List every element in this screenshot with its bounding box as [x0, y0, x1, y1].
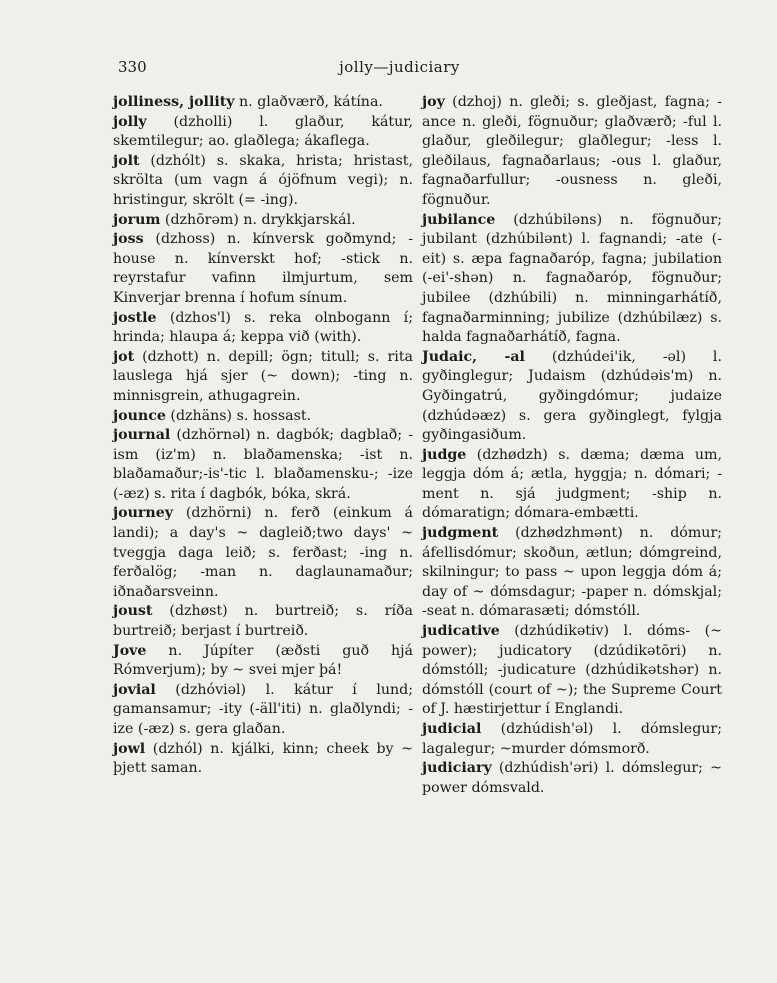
headword: journey — [113, 505, 173, 522]
entry-body: n. glaðværð, kátína. — [234, 94, 383, 110]
entry-body: n. Júpíter (æðsti guð hjá Rómverjum); by ~ svei mjer þá! — [113, 642, 413, 679]
entry-body: (dzhól) n. kjálki, kinn; cheek by ~ þjett saman. — [113, 740, 413, 777]
dictionary-entry — [113, 681, 413, 740]
entry-body: (dzhoss) n. kínversk goðmynd; -house n. kínverskt hof; -stick n. reyrstafur vafinn ilmjurtum, sem Kinverjar brenna í hofum sínum. — [113, 231, 413, 306]
entry-body: (dzhúbiləns) n. fögnuður; jubilant (dzhúbilənt) l. fagnandi; -ate (-eit) s. æpa fagnaðaróp, fagna; jubilation (-ei'-shən) n. fagnaðaróp, fögnuður; jubilee (dzhúbili) n. minningarhátíð, fagnaðarminning; jubilize (dzhúbilæz) s. halda fagnaðarhátíð, fagna. — [422, 211, 722, 346]
dictionary-entry — [422, 211, 722, 348]
entry-body: (dzhörnəl) n. dagbók; dagblað; -ism (iz'm) n. blaðamenska; -ist n. blaðamaður;-is'-tic l. blaðamensku-; -ize (-æz) s. rita í dagbók, bóka, skrá. — [113, 427, 413, 502]
entry-body: (dzhødzh) s. dæma; dæma um, leggja dóm á; ætla, hyggja; n. dómari; -ment n. sjá judgment; -ship n. dómaratign; dómara-embætti. — [422, 446, 722, 522]
entry-body: (dzhúdikətiv) l. dóms- (~ power); judicatory (dzúdikətōri) n. dómstóll; -judicature (dzhúdikətshər) n. dómstóll (court of ~); the Supreme Court of J. hæstirjettur í Englandi. — [422, 623, 722, 718]
dictionary-entry — [113, 211, 413, 231]
entry-body: (dzhødzhmənt) n. dómur; áfellisdómur; skoðun, ætlun; dómgreind, skilningur; to pass ~ upon leggja dóm á; day of ~ dómsdagur; -paper n. dómskjal; -seat n. dómarasæti; dómstóll. — [422, 525, 722, 620]
dictionary-entry — [113, 740, 413, 779]
dictionary-entry — [422, 446, 722, 524]
dictionary-entry — [113, 504, 413, 602]
dictionary-entry — [113, 642, 413, 681]
entry-body: (dzholli) l. glaður, kátur, skemtilegur; ao. glaðlega; ákaflega. — [113, 113, 413, 150]
headword: journal — [113, 427, 171, 444]
headword: jorum — [113, 211, 161, 228]
dictionary-entry — [422, 720, 722, 759]
entry-body: (dzhúdish'əri) l. dómslegur; ~ power dómsvald. — [422, 760, 722, 796]
dictionary-entry — [113, 602, 413, 641]
dictionary-entry — [113, 152, 413, 211]
headword: jot — [113, 348, 135, 365]
entry-body: (dzhólt) s. skaka, hrista; hristast, skrölta (um vagn á ójöfnum vegi); n. hristingur, skrölt (= -ing). — [113, 152, 413, 208]
left-column — [113, 93, 413, 779]
headword: joust — [113, 603, 153, 620]
dictionary-entry — [422, 622, 722, 720]
headword: Judaic, -al — [422, 348, 525, 365]
dictionary-entry — [113, 407, 413, 427]
dictionary-entry — [422, 348, 722, 446]
headword: joy — [422, 94, 445, 110]
running-head: jolly—judiciary — [339, 58, 460, 76]
entry-body: (dzhos'l) s. reka olnbogann í; hrinda; hlaupa á; keppa við (with). — [113, 309, 413, 346]
headword: judgment — [422, 525, 499, 542]
right-column — [422, 93, 722, 798]
headword: jovial — [113, 681, 156, 698]
headword: jubilance — [422, 211, 496, 228]
dictionary-entry — [113, 426, 413, 504]
entry-body: (dzhōrəm) n. drykkjarskál. — [160, 211, 356, 228]
headword: judiciary — [422, 760, 492, 777]
headword: jolt — [113, 152, 140, 169]
entry-body: (dzhóviəl) l. kátur í lund; gamansamur; -ity (-äll'iti) n. glaðlyndi; -ize (-æz) s. gera glaðan. — [113, 681, 413, 737]
entry-body: (dzhúdei'ik, -əl) l. gyðinglegur; Judaism (dzhúdəis'm) n. Gyðingatrú, gyðingdómur; judaize (dzhúdəæz) s. gera gyðinglegt, fylgja gyðingasiðum. — [422, 348, 722, 444]
entry-body: (dzhoj) n. gleði; s. gleðjast, fagna; -ance n. gleði, fögnuður; glaðværð; -ful l. glaður, gleðilegur; glaðlegur; -less l. gleðilaus, fagnaðarlaus; -ous l. glaður, fagnaðarfullur; -ousness n. gleði, fögnuður. — [422, 94, 722, 208]
entry-body: (dzhörni) n. ferð (einkum á landi); a day's ~ dagleið;two days' ~ tveggja daga leið; s. ferðast; -ing n. ferðalög; -man n. daglaunamaður; iðnaðarsveinn. — [113, 505, 413, 600]
entry-body: (dzhäns) s. hossast. — [165, 407, 312, 424]
headword: judicative — [422, 623, 500, 640]
dictionary-entry — [113, 230, 413, 308]
dictionary-entry — [422, 759, 722, 798]
entry-body: (dzhøst) n. burtreið; s. ríða burtreið; berjast í burtreið. — [113, 603, 413, 640]
headword: jounce — [113, 407, 166, 424]
entry-body: (dzhott) n. depill; ögn; titull; s. rita lauslega hjá sjer (~ down); -ting n. minnisgrein, athugagrein. — [113, 348, 413, 404]
headword: judicial — [422, 721, 482, 737]
headword: judge — [422, 446, 467, 463]
page-header — [118, 58, 681, 80]
dictionary-entry — [422, 93, 722, 211]
dictionary-entry — [113, 113, 413, 152]
page-number: 330 — [118, 58, 147, 76]
headword: jolliness, jollity — [113, 94, 235, 110]
dictionary-entry — [113, 309, 413, 348]
headword: joss — [113, 231, 144, 248]
headword: jolly — [113, 113, 147, 130]
dictionary-entry — [113, 348, 413, 407]
headword: jowl — [113, 740, 146, 757]
headword: Jove — [113, 642, 147, 659]
entry-body: (dzhúdish'əl) l. dómslegur; lagalegur; ~murder dómsmorð. — [422, 721, 722, 757]
dictionary-entry — [113, 93, 413, 113]
dictionary-entry — [422, 524, 722, 622]
headword: jostle — [113, 309, 157, 326]
